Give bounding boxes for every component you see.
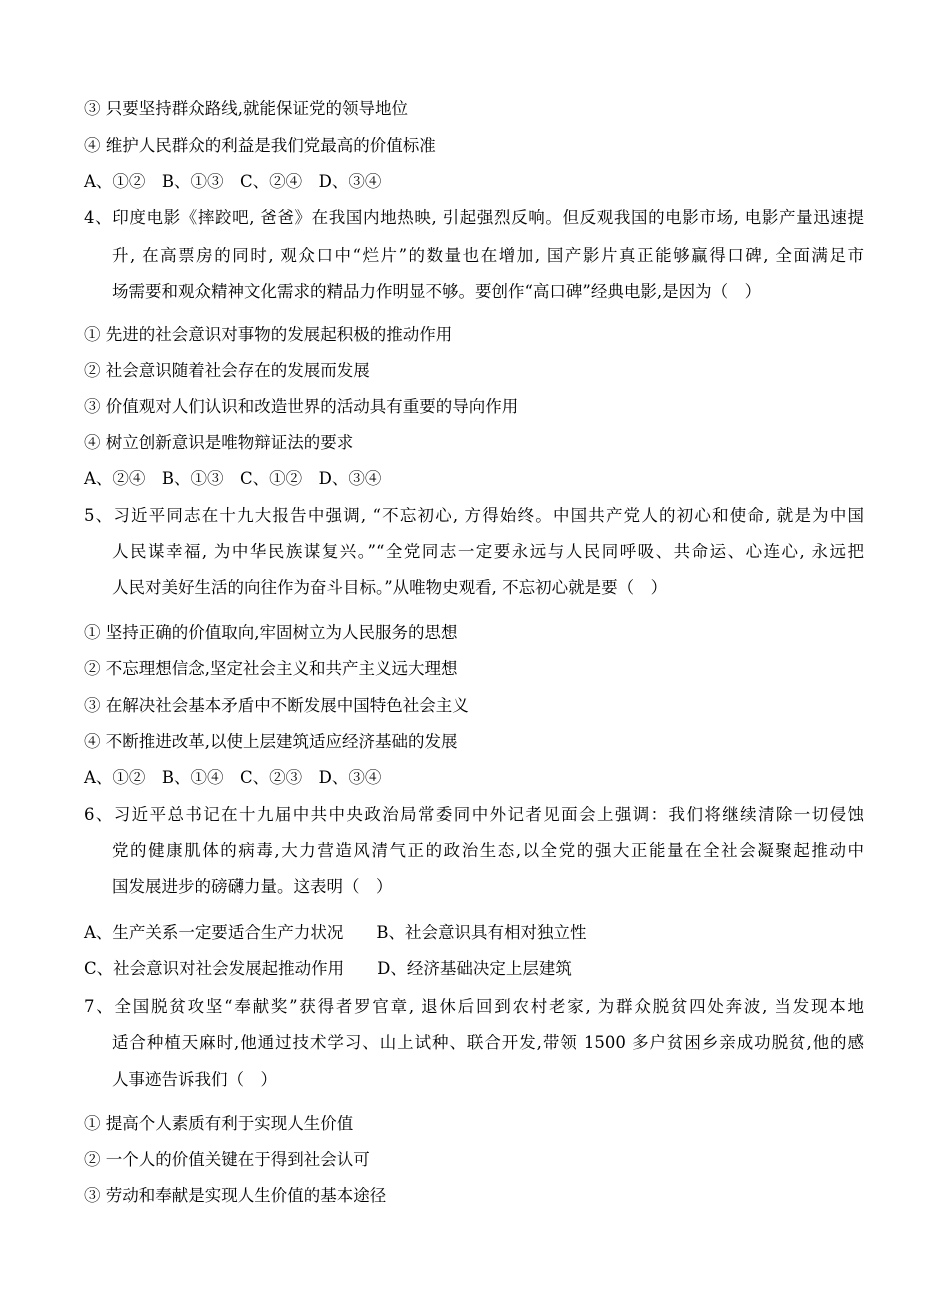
- question-text-line: 国发展进步的磅礴力量。这表明（ ）: [112, 877, 393, 896]
- answer-choices-line: A、①② B、①③ C、②④ D、③④: [84, 172, 382, 191]
- statement-option: ④ 不断推进改革,以使上层建筑适应经济基础的发展: [84, 732, 458, 751]
- statement-option: ① 坚持正确的价值取向,牢固树立为人民服务的思想: [84, 623, 458, 642]
- question-text-line: 人民对美好生活的向往作为奋斗目标。”从唯物史观看, 不忘初心就是要（ ）: [112, 578, 668, 597]
- statement-option: ④ 树立创新意识是唯物辩证法的要求: [84, 433, 354, 452]
- answer-choices-line: A、生产关系一定要适合生产力状况 B、社会意识具有相对独立性: [84, 923, 587, 942]
- statement-option: ② 一个人的价值关键在于得到社会认可: [84, 1150, 370, 1169]
- statement-option: ① 先进的社会意识对事物的发展起积极的推动作用: [84, 325, 453, 344]
- answer-choices-line: A、①② B、①④ C、②③ D、③④: [84, 768, 382, 787]
- question-text-line: 场需要和观众精神文化需求的精品力作明显不够。要创作“高口碑”经典电影,是因为（ ）: [112, 282, 762, 301]
- question-text-line: 5、习近平同志在十九大报告中强调, “不忘初心, 方得始终。中国共产党人的初心和使命, 就是为中国: [84, 506, 864, 525]
- answer-choices-line: C、社会意识对社会发展起推动作用 D、经济基础决定上层建筑: [84, 959, 572, 978]
- question-text-line: 适合种植天麻时,他通过技术学习、山上试种、联合开发,带领 1500 多户贫困乡亲成功脱贫,他的感: [112, 1033, 864, 1052]
- statement-option: ③ 在解决社会基本矛盾中不断发展中国特色社会主义: [84, 696, 469, 715]
- question-text-line: 人民谋幸福, 为中华民族谋复兴。”“全党同志一定要永远与人民同呼吸、共命运、心连心, 永远把: [112, 542, 864, 561]
- question-text-line: 升, 在高票房的同时, 观众口中“烂片”的数量也在增加, 国产影片真正能够赢得口碑, 全面满足市: [112, 246, 864, 265]
- question-text-line: 党的健康肌体的病毒,大力营造风清气正的政治生态,以全党的强大正能量在全社会凝聚起推动中: [112, 841, 864, 860]
- statement-option: ① 提高个人素质有利于实现人生价值: [84, 1114, 354, 1133]
- statement-option: ② 不忘理想信念,坚定社会主义和共产主义远大理想: [84, 659, 458, 678]
- question-text-line: 4、印度电影《摔跤吧, 爸爸》在我国内地热映, 引起强烈反响。但反观我国的电影市场, 电影产量迅速提: [84, 208, 864, 227]
- question-text-line: 7、全国脱贫攻坚“奉献奖”获得者罗官章, 退休后回到农村老家, 为群众脱贫四处奔波, 当发现本地: [84, 997, 864, 1016]
- question-text-line: 人事迹告诉我们（ ）: [112, 1070, 277, 1089]
- statement-option: ③ 劳动和奉献是实现人生价值的基本途径: [84, 1186, 387, 1205]
- answer-choices-line: A、②④ B、①③ C、①② D、③④: [84, 469, 382, 488]
- question-text-line: 6、习近平总书记在十九届中共中央政治局常委同中外记者见面会上强调：我们将继续清除一切侵蚀: [84, 805, 864, 824]
- statement-option: ② 社会意识随着社会存在的发展而发展: [84, 361, 370, 380]
- statement-option: ④ 维护人民群众的利益是我们党最高的价值标准: [84, 136, 436, 155]
- statement-option: ③ 只要坚持群众路线,就能保证党的领导地位: [84, 99, 408, 118]
- statement-option: ③ 价值观对人们认识和改造世界的活动具有重要的导向作用: [84, 397, 519, 416]
